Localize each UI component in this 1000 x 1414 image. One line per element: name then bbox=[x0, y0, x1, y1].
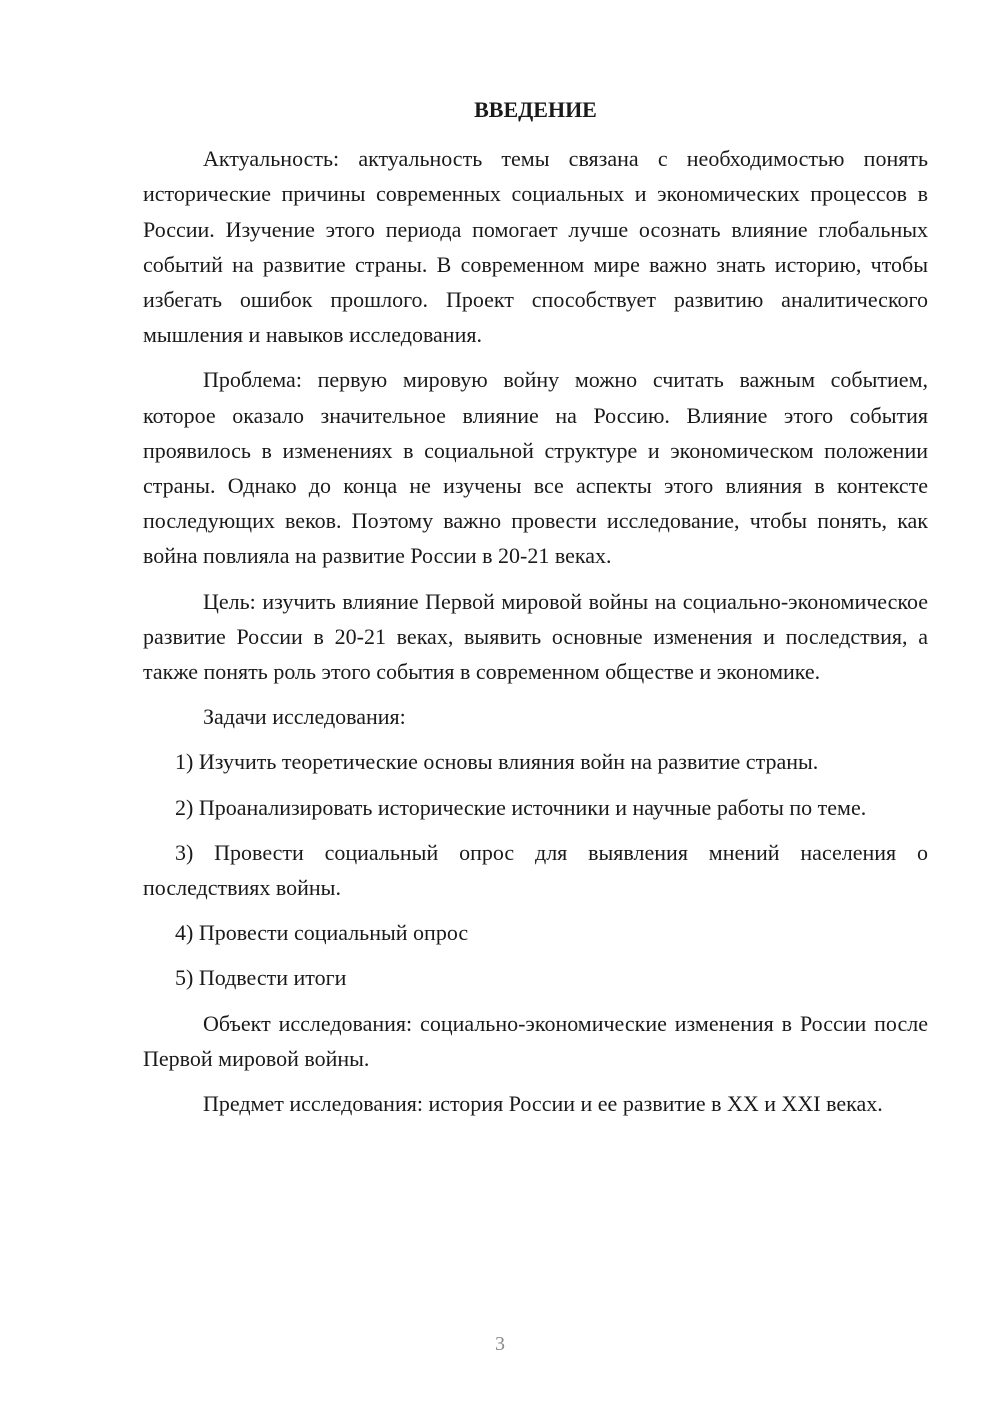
document-title: ВВЕДЕНИЕ bbox=[474, 97, 597, 122]
problem-paragraph: Проблема: первую мировую войну можно считать важным событием, которое оказало значительное влияние на Россию. Влияние этого события проявилось в изменениях в социальной структуре и экономическом положении страны. Однако до конца не изучены все аспекты этого влияния в контексте последующих веков. Поэтому важно провести исследование, чтобы понять, как война повлияла на развитие России в 20-21 веках. bbox=[143, 367, 928, 569]
task-item-1: 1) Изучить теоретические основы влияния войн на развитие страны. bbox=[175, 749, 819, 775]
subject-paragraph: Предмет исследования: история России и ее развитие в XX и XXI веках. bbox=[203, 1091, 883, 1117]
task-item-3: 3) Провести социальный опрос для выявления мнений населения о последствиях войны. bbox=[143, 839, 928, 901]
tasks-heading: Задачи исследования: bbox=[203, 704, 406, 730]
task-item-5: 5) Подвести итоги bbox=[175, 965, 347, 991]
object-paragraph: Объект исследования: социально-экономические изменения в России после Первой мировой войны. bbox=[143, 1010, 928, 1071]
task-item-2: 2) Проанализировать исторические источники и научные работы по теме. bbox=[175, 794, 867, 820]
document-page bbox=[143, 92, 928, 1131]
task-item-4: 4) Провести социальный опрос bbox=[175, 920, 469, 946]
page-number: 3 bbox=[495, 1333, 505, 1355]
relevance-paragraph: Актуальность: актуальность темы связана с необходимостью понять исторические причины современных социальных и экономических процессов в России. Изучение этого периода помогает лучше осознать влияние глобальных событий на развитие страны. В современном мире важно знать историю, чтобы избегать ошибок прошлого. Проект способствует развитию аналитического мышления и навыков исследования. bbox=[143, 146, 928, 348]
goal-paragraph: Цель: изучить влияние Первой мировой войны на социально-экономическое развитие России в 20-21 веках, выявить основные изменения и последствия, а также понять роль этого события в современном обществе и экономике. bbox=[143, 588, 928, 685]
